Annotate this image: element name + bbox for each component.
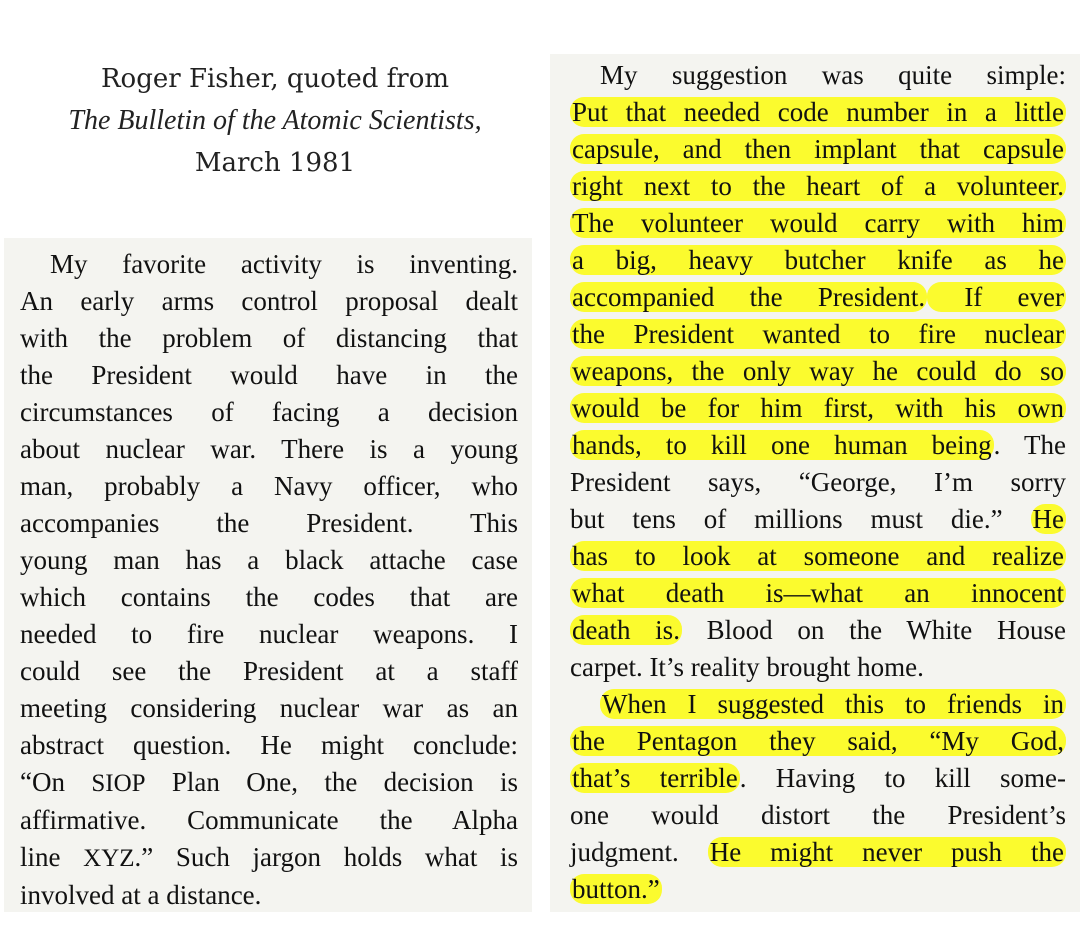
text-line: line XYZ.” Such jargon holds what is [20, 842, 518, 872]
text-line [570, 353, 1066, 390]
highlighted-text: right next to the heart of a volunteer. [572, 171, 1064, 201]
text-line: circumstances of facing a decision [20, 397, 518, 427]
highlighted-text: would be for him first, with his own [572, 393, 1064, 423]
text-line: abstract question. He might conclude: [20, 730, 518, 760]
text-line: involved at a distance. [20, 880, 262, 910]
text-line [570, 686, 1066, 723]
siop-acronym: SIOP [91, 770, 146, 797]
text-line: needed to fire nuclear weapons. I [20, 619, 518, 649]
text-line: could see the President at a staff [20, 656, 518, 686]
text-line: which contains the codes that are [20, 582, 518, 612]
xyz-acronym: XYZ [83, 845, 135, 872]
text-line: “On SIOP Plan One, the decision is [20, 767, 518, 797]
text-line [570, 390, 1066, 427]
highlighted-text: capsule, and then implant that capsule [572, 134, 1064, 164]
text-line: My suggestion was quite simple: [600, 60, 1066, 90]
highlighted-text: the President wanted to fire nuclear [572, 319, 1064, 349]
left-text-column [4, 238, 532, 912]
text-line: one would distort the President’s [570, 800, 1066, 830]
caption-date: March 1981 [194, 148, 356, 178]
caption-publication: The Bulletin of the Atomic Scientists, [68, 105, 482, 136]
text-line: with the problem of distancing that [20, 323, 518, 353]
right-text-column [550, 54, 1080, 912]
text-line: affirmative. Communicate the Alpha [20, 805, 518, 835]
text-line [570, 131, 1066, 168]
highlighted-text: If ever [929, 282, 1064, 312]
highlighted-text: When I suggested this to friends in [602, 689, 1064, 719]
text-line: hands, to kill one human being. The [572, 430, 1067, 460]
highlighted-text: that’s terrible [572, 763, 738, 793]
highlighted-text: button.” [572, 874, 660, 904]
text-line [570, 575, 1066, 612]
text-line: the President would have in the [20, 360, 518, 390]
text-line: young man has a black attache case [20, 545, 518, 575]
text-line: My favorite activity is inventing. [50, 249, 518, 279]
text-line [570, 168, 1066, 205]
highlighted-text: death is. [572, 615, 680, 645]
highlighted-text: has to look at someone and realize [572, 541, 1064, 571]
text-line [570, 538, 1066, 575]
text-line: about nuclear war. There is a young [20, 434, 518, 464]
highlighted-text: hands, to kill one human being [572, 430, 992, 460]
highlighted-text: weapons, the only way he could do so [572, 356, 1064, 386]
text-line: carpet. It’s reality brought home. [570, 652, 924, 682]
text-line [570, 723, 1066, 760]
highlighted-text: a big, heavy butcher knife as he [572, 245, 1064, 275]
text-line: An early arms control proposal dealt [20, 286, 518, 316]
text-line: but tens of millions must die.” He [570, 504, 1064, 534]
text-line [570, 242, 1066, 279]
text-line: death is. Blood on the White House [572, 615, 1067, 645]
highlighted-text: He might never push the [709, 837, 1064, 867]
text-line: President says, “George, I’m sorry [570, 467, 1066, 497]
text-line [570, 205, 1066, 242]
highlighted-text: what death is—what an innocent [572, 578, 1064, 608]
highlighted-text: accompanied the President. [572, 282, 926, 312]
highlighted-text: Put that needed code number in a little [572, 97, 1064, 127]
text-line: judgment. He might never push the [570, 837, 1064, 867]
highlighted-text: He [1032, 504, 1064, 534]
caption-author: Roger Fisher, quoted from [100, 64, 450, 94]
text-line [570, 871, 1066, 908]
text-line: accompanies the President. This [20, 508, 518, 538]
highlighted-text: the Pentagon they said, “My God, [572, 726, 1064, 756]
text-line: that’s terrible. Having to kill some- [572, 763, 1066, 793]
text-line [570, 279, 1066, 316]
text-line [570, 316, 1066, 353]
text-line [570, 94, 1066, 131]
highlighted-text: The volunteer would carry with him [572, 208, 1064, 238]
text-line: meeting considering nuclear war as an [20, 693, 518, 723]
citation-caption [40, 58, 510, 184]
text-line: man, probably a Navy officer, who [20, 471, 518, 501]
